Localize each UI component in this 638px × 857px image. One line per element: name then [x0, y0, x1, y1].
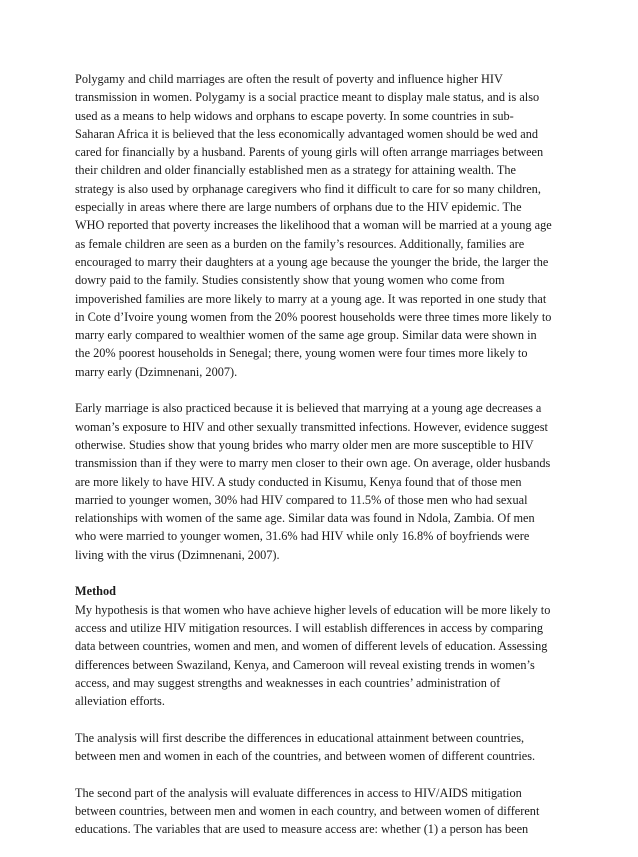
text-line: otherwise. Studies show that young brides who marry older men are more susceptible to HIV: [75, 437, 534, 452]
paragraph-method: [75, 582, 565, 710]
text-line: between men and women in each of the countries, and between women of different countries.: [75, 748, 536, 763]
section-heading-method: Method: [75, 584, 116, 599]
text-line: Early marriage is also practiced because it is believed that marrying at a young age decreases a: [75, 401, 542, 416]
text-line: transmission in women. Polygamy is a social practice meant to display male status, and is also: [75, 90, 540, 105]
text-line: especially in areas where there are large numbers of orphans due to the HIV epidemic. The: [75, 200, 522, 215]
text-line: as female children are seen as a burden on the family’s resources. Additionally, families are: [75, 236, 525, 251]
text-line: between countries, between men and women in each country, and between women of different: [75, 803, 540, 818]
text-line: their children and older financially established men as a strategy for attaining wealth. The: [75, 163, 516, 178]
text-line: cared for financially by a husband. Parents of young girls will often arrange marriages between: [75, 145, 544, 160]
text-line: marry early compared to wealthier women of the same age group. Similar data were shown in: [75, 328, 537, 343]
text-line: Saharan Africa it is believed that the less economically advantaged women should be wed and: [75, 126, 539, 141]
text-line: The analysis will first describe the differences in educational attainment between countries,: [75, 730, 525, 745]
text-line: married to younger women, 30% had HIV compared to 11.5% of those men who had sexual: [75, 492, 528, 507]
text-line: WHO reported that poverty increases the likelihood that a woman will be married at a young age: [75, 218, 552, 233]
text-line: woman’s exposure to HIV and other sexually transmitted infections. However, evidence suggest: [75, 419, 548, 434]
text-line: My hypothesis is that women who have achieve higher levels of education will be more likely to: [75, 602, 551, 617]
text-line: are more likely to have HIV. A study conducted in Kisumu, Kenya found that of those men: [75, 474, 522, 489]
text-line: alleviation efforts.: [75, 694, 165, 709]
text-line: data between countries, women and men, and women of different levels of education. Assessing: [75, 639, 548, 654]
document-page: [75, 70, 565, 857]
paragraph-early-marriage: [75, 399, 565, 564]
text-line: Polygamy and child marriages are often the result of poverty and influence higher HIV: [75, 72, 503, 86]
text-line: used as a means to help widows and orphans to escape poverty. In some countries in sub-: [75, 108, 514, 123]
text-line: access and utilize HIV mitigation resources. I will establish differences in access by comparing: [75, 620, 544, 635]
paragraph-analysis-second: [75, 784, 565, 839]
text-line: strategy is also used by orphanage caregivers who find it difficult to care for so many children,: [75, 181, 541, 196]
text-line: relationships with women of the same age. Similar data was found in Ndola, Zambia. Of men: [75, 511, 535, 526]
text-line: access, and may suggest strengths and weaknesses in each countries’ administration of: [75, 675, 501, 690]
paragraph-analysis-first: [75, 729, 565, 766]
text-line: in Cote d’Ivoire young women from the 20% poorest households were three times more likely to: [75, 309, 552, 324]
text-line: who were married to younger women, 31.6% had HIV while only 16.8% of boyfriends were: [75, 529, 530, 544]
text-line: marry early (Dzimnenani, 2007).: [75, 364, 238, 379]
text-line: The second part of the analysis will evaluate differences in access to HIV/AIDS mitigation: [75, 785, 522, 800]
text-line: educations. The variables that are used to measure access are: whether (1) a person has been: [75, 822, 529, 837]
text-line: encouraged to marry their daughters at a young age because the younger the bride, the larger the: [75, 254, 549, 269]
text-line: differences between Swaziland, Kenya, and Cameroon will reveal existing trends in women’s: [75, 657, 535, 672]
text-line: the 20% poorest households in Senegal; there, young women were four times more likely to: [75, 346, 528, 361]
text-line: transmission than if they were to marry men closer to their own age. On average, older husbands: [75, 456, 551, 471]
text-line: impoverished families are more likely to marry at a young age. It was reported in one study that: [75, 291, 547, 306]
text-line: dowry paid to the family. Studies consistently show that young women who come from: [75, 273, 505, 288]
paragraph-polygamy: [75, 70, 565, 381]
text-line: living with the virus (Dzimnenani, 2007).: [75, 547, 280, 562]
